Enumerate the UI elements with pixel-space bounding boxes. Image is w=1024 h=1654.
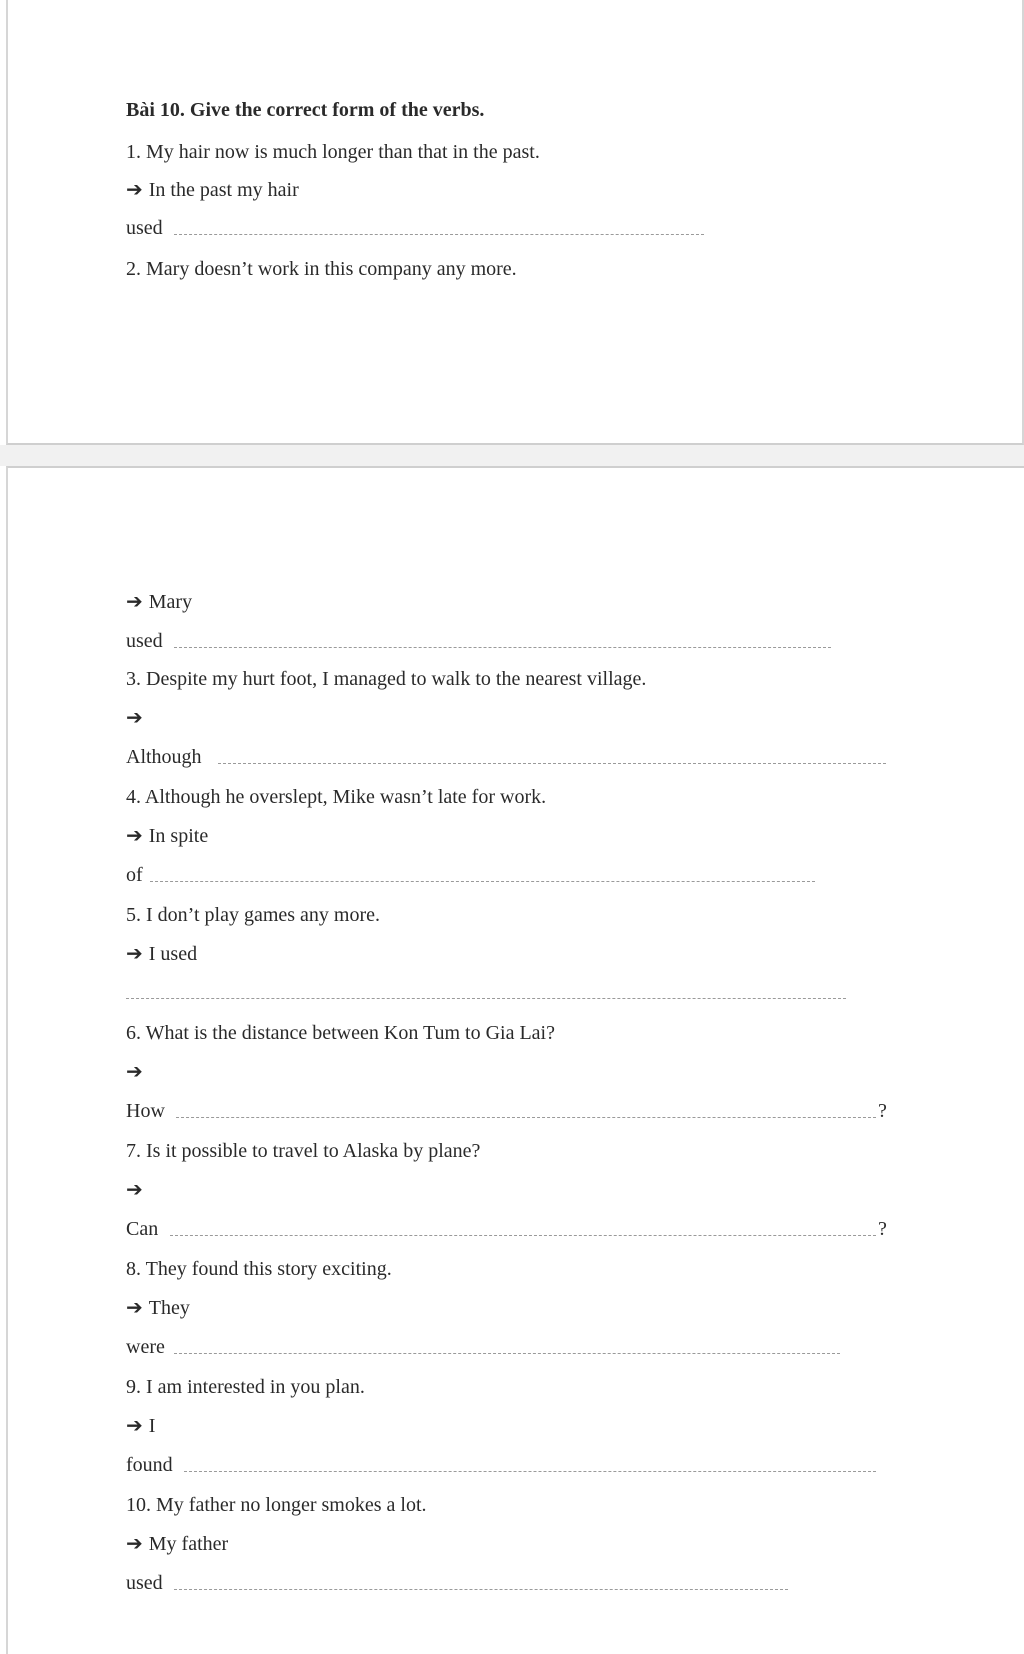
lead-6: How (126, 1100, 165, 1122)
answer-line-2[interactable] (174, 647, 831, 648)
question-mark-7: ? (878, 1218, 887, 1240)
lead-1: used (126, 217, 163, 239)
prompt-10: ➔ My father (126, 1533, 229, 1555)
answer-line-3[interactable] (218, 763, 886, 764)
question-5: 5. I don’t play games any more. (126, 904, 381, 926)
answer-line-7[interactable] (170, 1235, 876, 1236)
lead-10: used (126, 1572, 163, 1594)
prompt-6 (126, 1060, 149, 1084)
lead-9: found (126, 1454, 173, 1476)
prompt-1: ➔ In the past my hair (126, 179, 299, 201)
lead-8: were (126, 1336, 165, 1358)
prompt-5: ➔ I used (126, 943, 198, 965)
prompt-8: ➔ They (126, 1297, 190, 1319)
answer-line-10[interactable] (174, 1589, 788, 1590)
answer-line-6[interactable] (176, 1117, 876, 1118)
question-1: 1. My hair now is much longer than that in the past. (126, 141, 540, 163)
prompt-4: ➔ In spite (126, 825, 209, 847)
question-10: 10. My father no longer smokes a lot. (126, 1494, 427, 1516)
arrow-icon: ➔ (126, 707, 143, 729)
question-mark-6: ? (878, 1100, 887, 1122)
answer-line-9[interactable] (184, 1471, 876, 1472)
prompt-3 (126, 706, 149, 730)
arrow-icon: ➔ (126, 825, 143, 847)
question-4: 4. Although he overslept, Mike wasn’t late for work. (126, 786, 547, 808)
arrow-icon: ➔ (126, 1533, 143, 1555)
question-8: 8. They found this story exciting. (126, 1258, 392, 1280)
page-gap (0, 445, 1024, 466)
lead-3: Although (126, 746, 202, 768)
arrow-icon: ➔ (126, 179, 143, 201)
prompt-7 (126, 1178, 149, 1202)
exercise-title: Bài 10. Give the correct form of the verbs. (126, 99, 485, 121)
arrow-icon: ➔ (126, 1297, 143, 1319)
question-6: 6. What is the distance between Kon Tum to Gia Lai? (126, 1022, 555, 1044)
arrow-icon: ➔ (126, 1415, 143, 1437)
answer-line-1[interactable] (174, 234, 704, 235)
arrow-icon: ➔ (126, 591, 143, 613)
arrow-icon: ➔ (126, 1179, 143, 1201)
prompt-9: ➔ I (126, 1415, 156, 1437)
arrow-icon: ➔ (126, 943, 143, 965)
prompt-2: ➔ Mary (126, 591, 193, 613)
answer-line-5[interactable] (126, 998, 846, 999)
question-7: 7. Is it possible to travel to Alaska by plane? (126, 1140, 481, 1162)
question-9: 9. I am interested in you plan. (126, 1376, 365, 1398)
question-3: 3. Despite my hurt foot, I managed to walk to the nearest village. (126, 668, 647, 690)
answer-line-8[interactable] (174, 1353, 840, 1354)
lead-2: used (126, 630, 163, 652)
lead-7: Can (126, 1218, 159, 1240)
question-2: 2. Mary doesn’t work in this company any more. (126, 258, 517, 280)
lead-4: of (126, 864, 143, 886)
arrow-icon: ➔ (126, 1061, 143, 1083)
answer-line-4[interactable] (150, 881, 815, 882)
